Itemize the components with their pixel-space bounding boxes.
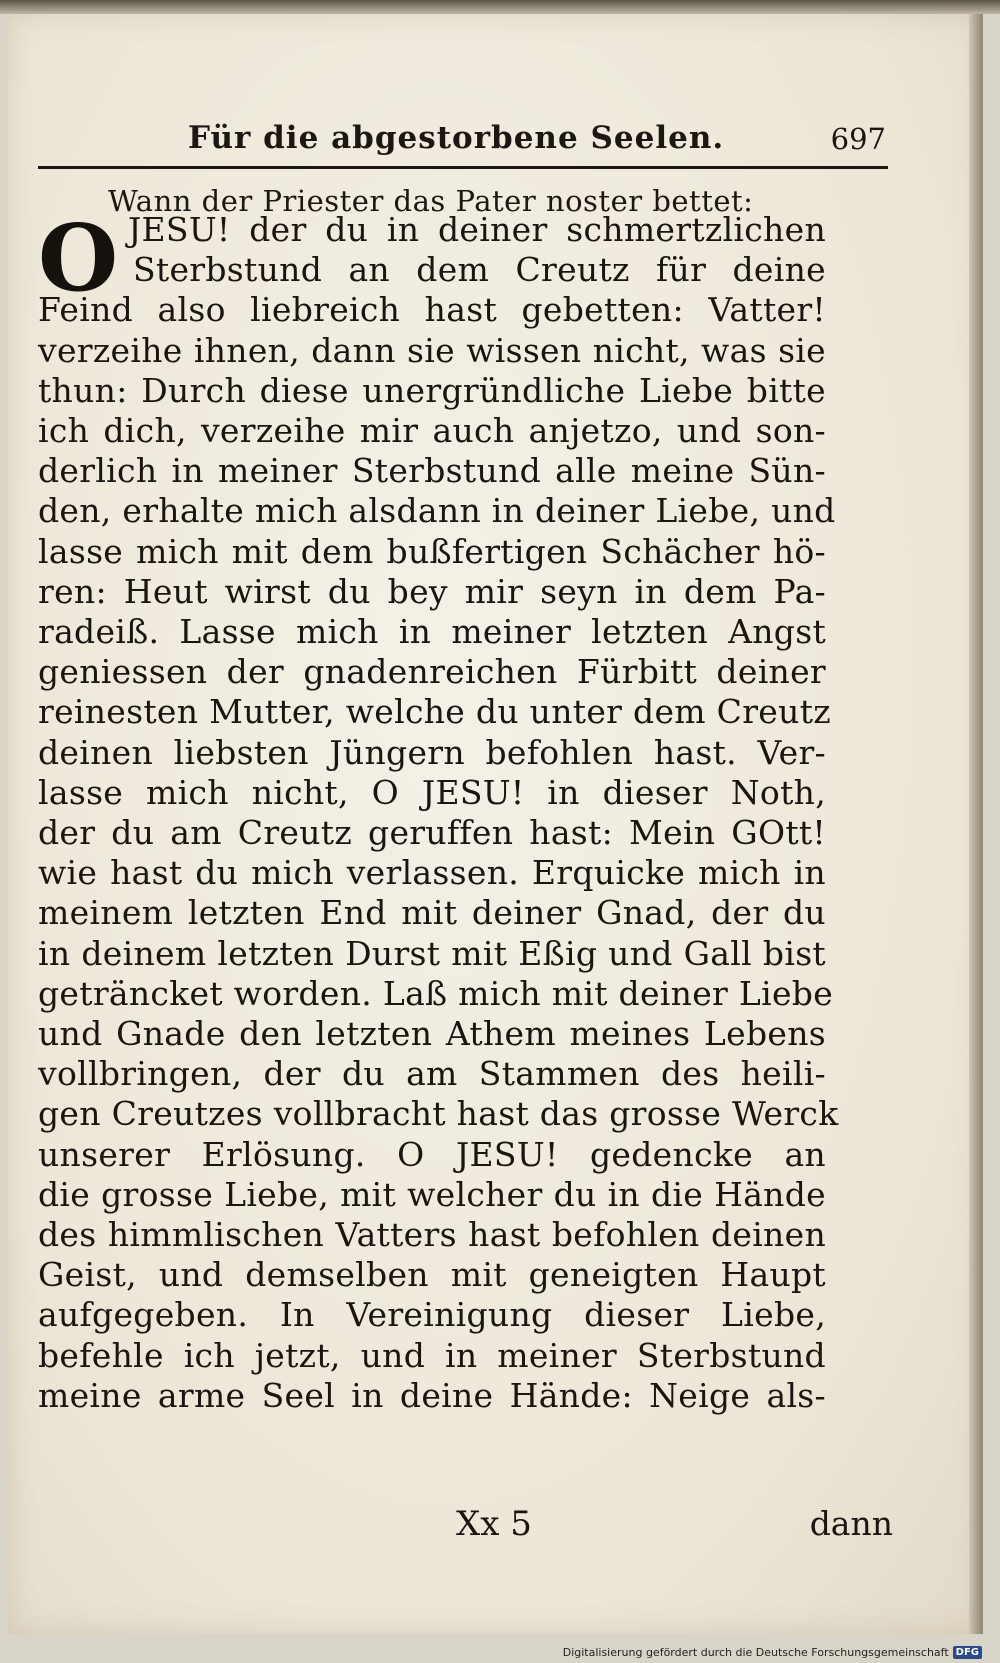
- text-line: in deinem letzten Durst mit Eßig und Gall bist: [38, 933, 826, 973]
- running-title: Für die abgestorbene Seelen.: [188, 120, 725, 156]
- text-line: lasse mich nicht, O JESU! in dieser Noth,: [38, 772, 826, 812]
- page-spine-shadow: [969, 14, 983, 1634]
- text-line: geniessen der gnadenreichen Fürbitt deiner: [38, 652, 826, 692]
- page-top-edge: [0, 0, 1000, 14]
- credit-text: Digitalisierung gefördert durch die Deutsche Forschungsgemeinschaft: [562, 1646, 949, 1659]
- text-line: des himmlischen Vatters hast befohlen deinen: [38, 1215, 826, 1254]
- text-line: Sterbstund an dem Creutz für deine: [133, 250, 826, 290]
- text-line: ich dich, verzeihe mir auch anjetzo, und son-: [38, 411, 826, 450]
- text-line: reinesten Mutter, welche du unter dem Creutz: [38, 692, 831, 732]
- text-line: aufgegeben. In Vereinigung dieser Liebe,: [38, 1295, 826, 1335]
- text-line: und Gnade den letzten Athem meines Lebens: [38, 1014, 826, 1053]
- page-number: 697: [830, 122, 886, 156]
- text-line: deinen liebsten Jüngern befohlen hast. Ver-: [38, 732, 826, 772]
- drop-cap: O: [38, 204, 119, 312]
- text-line: Geist, und demselben mit geneigten Haupt: [38, 1255, 826, 1295]
- text-line: der du am Creutz geruffen hast: Mein GOtt!: [38, 813, 826, 852]
- text-line: derlich in meiner Sterbstund alle meine Sün-: [38, 451, 826, 491]
- dfg-logo: DFG: [953, 1646, 982, 1659]
- rubric-heading: Wann der Priester das Pater noster bettet:: [108, 184, 754, 218]
- text-line: geträncket worden. Laß mich mit deiner Liebe: [38, 973, 834, 1013]
- text-line: die grosse Liebe, mit welcher du in die Hände: [38, 1174, 826, 1214]
- text-line: gen Creutzes vollbracht hast das grosse Werck: [38, 1094, 839, 1134]
- text-line: befehle ich jetzt, und in meiner Sterbstund: [38, 1335, 826, 1375]
- page-footer: [38, 1504, 893, 1546]
- text-line: meine arme Seel in deine Hände: Neige als-: [38, 1375, 826, 1415]
- text-line: ren: Heut wirst du bey mir seyn in dem Pa-: [38, 571, 826, 611]
- book-page: [8, 14, 983, 1634]
- text-line: radeiß. Lasse mich in meiner letzten Angst: [38, 612, 826, 651]
- text-line: meinem letzten End mit deiner Gnad, der du: [38, 893, 826, 933]
- catchword: dann: [809, 1504, 893, 1543]
- page-header: [38, 118, 888, 169]
- text-line: thun: Durch diese unergründliche Liebe bitte: [38, 370, 826, 410]
- text-line: JESU! der du in deiner schmertzlichen: [128, 210, 826, 249]
- text-line: vollbringen, der du am Stammen des heili-: [38, 1054, 826, 1094]
- text-line: lasse mich mit dem bußfertigen Schächer hö-: [38, 531, 826, 571]
- text-line: verzeihe ihnen, dann sie wissen nicht, was sie: [38, 330, 826, 370]
- text-line: wie hast du mich verlassen. Erquicke mich in: [38, 853, 826, 893]
- signature-mark: Xx 5: [456, 1504, 532, 1544]
- digitization-credit: [563, 1646, 982, 1659]
- text-line: den, erhalte mich alsdann in deiner Liebe, und: [38, 491, 836, 531]
- text-line: unserer Erlösung. O JESU! gedencke an: [38, 1134, 826, 1174]
- text-line: Feind also liebreich hast gebetten: Vatter!: [38, 290, 826, 330]
